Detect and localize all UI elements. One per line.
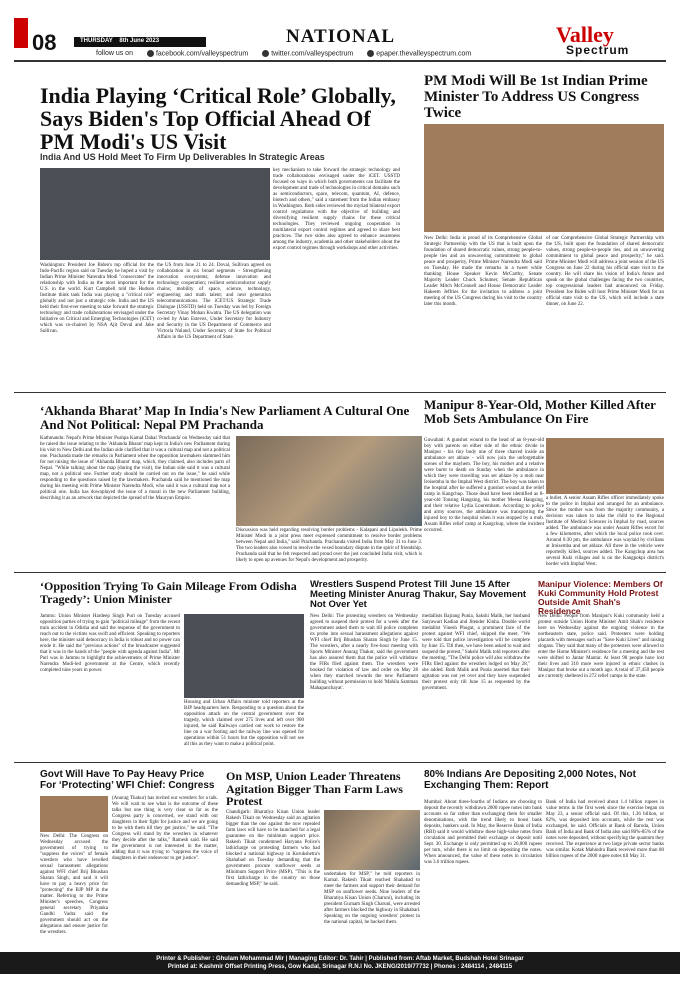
epaper-link[interactable]: epaper.thevalleyspectrum.com	[367, 50, 471, 57]
facebook-link[interactable]: facebook.com/valleyspectrum	[147, 50, 248, 57]
a8-col2: (Anurag Thakur) has invited our wrestlers for a talk. We will wait to see what is the outcome of these talks but one thing is very clear so far as the Congress party is concerned, we stand with our daughters in their fight for justice and we are going to be with them till they get justice," he said. "The Congress will stand by the wrestlers in whatever they decide after the talks," Ramesh said. He said the government is not interested in the matter, adding that it was trying to "suppress the voice of daughters in their endeavour to get justice".	[112, 796, 218, 861]
rule-1	[14, 392, 666, 393]
a1-headline: India Playing ‘Critical Role’ Globally, Says Biden's Top Official Ahead Of PM Modi's US Visit	[40, 83, 396, 155]
a6-col2: medallists Bajrang Punia, Sakshi Malik, her husband Satyawart Kadian and Jitender Kinha. Double world medallist Vinesh Phogat, a prominent face of the protest against WFI chief, skipped the meet. "We were told that police investigation will be complete by June 15. Till then, we have been asked to wait and suspend the protest," Sakshi Malik told reporters after the meeting. "The Delhi police will also withdraw the FIRs filed against the wrestlers lodged on May 28," she added. Both Malik and Punia asserted that their agitation was not yet over and they have suspended their protest only till June 15 as requested by the government.	[422, 614, 530, 691]
a2-col1: New Delhi: India is proud of its Comprehensive Global Strategic Partnership with the US that is built upon the foundation of shared democratic values, strong people-to-people ties and an unwavering commitment to global peace and prosperity, Prime Minister Narendra Modi said on Tuesday. He made the remarks in a tweet while thanking House Speaker Kevin McCarthy, Senate Majority Leader Chuck Schumer, Senate Republican Leader Mitch McConnell and House Democratic Leader Hakeem Jeffries for the invitation to address a joint meeting of the US Congress during his visit to the country later this month.	[424, 236, 542, 307]
a3-col1: Kathmandu: Nepal's Prime Minister Pushpa Kamal Dahal 'Prachanda' on Wednesday said that he raised the issue relating to the 'Akhanda Bharat' map kept in India's new Parliament during his visit to New Delhi and the Indian side clarified that it was a cultural map and not a political one. Prachanda made the remarks in Parliament when the opposition lawmakers slammed him for not raising the issue of 'Akhanda Bharat' map, which, they claimed, also includes parts of Nepal. "While talking about the map (during the visit), the Indian side said it was a cultural map, not a political one. Further study should be carried out on the issue," he said while responding to the questions raised by the lawmakers. Prachanda said he mentioned the map during his meeting with Prime Minister Narendra Modi, who said it was a cultural map not a political one. India has downplayed the issue of a mural in the new Parliament building, describing it as an artwork that depicted the spread of the Mauryan Empire.	[40, 436, 230, 501]
page-edge-marker	[14, 18, 28, 48]
section-title: NATIONAL	[286, 26, 395, 47]
a4-col1: Guwahati: A gunshot wound to the head of an 8-year-old boy with parents on either side of the ethnic divide in Manipur - his tiny body one of three charred inside an ambulance set ablaze - will now join the unforgettable scenes of the mayhem. The boy, his mother and a relative were burnt to death on Sunday when the ambulance in which they were travelling was set ablaze by a mob near Iroisemba in the Imphal West district. The boy was taken to the hospital after he suffered a gunshot wound at the relief camp in Kangchup. Those dead have been identified as 8-year-old Tonsing Hangsing, his mother Meena Hangsing, and their relative Lydia Lourembam. According to police and army sources, the ambulance was transporting the injured boy to the hospital when it was stopped by a mob. Assam Rifles relief camp at Kangchup, where the incident occurred.	[424, 438, 544, 533]
a9-headline: On MSP, Union Leader Threatens Agitation Bigger Than Farm Laws Protest	[226, 769, 403, 809]
a1-col3: key mechanism to take forward the strategic technology and trade collaborations envisaged under the iCET. USSTD focused on ways in which both governments can facilitate the development and trade of technologies in critical domains such as semiconductors, space, telecom, quantum, AI, defence, biotech and others," said a statement from the Indian embassy in Washington. Both sides reviewed the myriad bilateral export control regulations with the objective of building and diversifying resilient supply chains for these critical technologies. They reviewed ongoing cooperation in multilateral export control regimes and agreed to share best practices. The two sides also agreed to enhance awareness among the industry, academia and other stakeholders about the export control regimes through workshops and other activities.	[273, 168, 400, 251]
a4-photo	[546, 438, 664, 494]
a4-col2: a bullet. A senior Assam Rifles officer immediately spoke to the police in Imphal and arranged for an ambulance. Since the mother was from the majority community, a decision was taken to take the child to the Regional Institute of Medical Sciences in Imphal by road, sources added. The ambulance was under Assam Rifles escort for a few kilometres, after which the local police took over. Around 6:30 pm, the ambulance was waylaid by civilians at Iroisemba and set ablaze. All three in the vehicle were reportedly killed, sources added. The Kangchup area has several Kuki villages and is on the Kangpokpi district's border with Imphal West.	[546, 496, 664, 567]
a5-col1: Jammu: Union Minister Hardeep Singh Puri on Tuesday accused opposition parties of trying to gain "political mileage" from the recent train accident in Odisha and said the response of the government to reach out to the victims was swift and efficient. Speaking to reporters here, the minister said democracy in India is robust and no power can erode it. He said the "previous actions" of the broadcaster suggested that it was in the hands of the "people with agenda against India". Mr Puri was in Jammu to highlight the achievements of Prime Minister Narendra Modi-led government at the Centre, which recently completed nine years in power.	[40, 614, 180, 673]
rule-3	[14, 762, 666, 763]
a4-headline: Manipur 8-Year-Old, Mother Killed After Mob Sets Ambulance On Fire	[424, 397, 656, 426]
social-bar	[96, 50, 471, 57]
a10-col2: Bank of India had received about 1.4 billion rupees in value terms in the first week since the exercise began on May 23, a senior official said. Of this, 1.36 billion, or 82%, was deposited into accounts, while the rest was exchanged, he said. Officials at Bank of Baroda, Union Bank of India and Bank of India also said 80%-85% of the notes were deposited, without specifying the quantum they received. The experience at two large private sector banks was similar. Kotak Mahindra Bank received more than 80 billion rupees of the 2000 rupee notes till May 31.	[546, 800, 664, 859]
a6-col1: New Delhi: The protesting wrestlers on Wednesday agreed to suspend their protest for a week after the government asked them to wait till police completes its probe into sexual harassment allegations against WFI chief Brij Bhushan Sharan Singh by June 15. The wrestlers, after a nearly five-hour meeting with Sports Minister Anurag Thakur, said the government has also assured them that the police will withdraw the FIRs filed against them. The wrestlers were booked for violation of law and order on May 28 when they marched towards the new Parliament building without permission to hold 'Mahila Samman Mahapanchayat'.	[310, 614, 418, 691]
twitter-icon	[262, 50, 269, 57]
a3-headline: ‘Akhanda Bharat’ Map In India's New Parliament A Cultural One And Not Political: Nepal PM Prachanda	[40, 403, 410, 432]
a8-col1: New Delhi: The Congress on Wednesday accused the government of trying to "suppress the voices" of female wrestlers who have levelled sexual harassment allegations against WFI chief Brij Bhushan Sharan Singh, and said it will have to pay a heavy price for "protecting" the BJP MP in the matter. Referring to the Prime Minister's speeches, Congress general secretary Priyanka Gandhi Vadra said the government should act on the allegations and ensure justice for the wrestlers.	[40, 834, 108, 935]
imprint-line-2: Printed at: Kashmir Offset Printing Press, Gow Kadal, Srinagar R.N.I No. JKENG/2019/77732 | Phones : 2484114 , 2484115	[167, 964, 513, 970]
a1-col2: the US from June 21 to 24. Doval, Sullivan agreed on collaboration in six broad segments - Strengthening innovation ecosystems; defense innovation and technology cooperation; resilient semiconductor supply chains; mobility of space, science, technology, engineering and math talent; and next generation telecommunications. The iCET/US Strategic Trade Dialogue (USSTD) held on Tuesday was led by Foreign Secretary Vinay Mohan Kwatra. The US delegation was co-led by Alan Estevez, Under Secretary for Industry and Security in the US Department of Commerce and Victoria Nuland, Under Secretary of State for Political Affairs in the US Department of State.	[157, 263, 271, 340]
logo	[556, 22, 629, 57]
a5-headline: ‘Opposition Trying To Gain Mileage From Odisha Tragedy’: Union Minister	[40, 579, 297, 606]
a8-headline: Govt Will Have To Pay Heavy Price For ‘Protecting’ WFI Chief: Congress	[40, 769, 215, 791]
facebook-icon	[147, 50, 154, 57]
a1-photo	[40, 168, 270, 260]
logo-main: Valley	[556, 22, 614, 47]
a2-col2: of our Comprehensive Global Strategic Partnership with the US, built upon the foundation of shared democratic values, strong people-to-people ties, and an unwavering commitment to global peace and prosperity," he said. Prime Minister Modi will address a joint session of the US Congress on June 22 during his official state visit to the country. He will share his vision of India's future and speak on the global challenges facing the two countries, top congressional leaders had announced on Friday. President Joe Biden will host Prime Minister Modi for an official state visit to the US, which will include a state dinner, on June 22.	[546, 236, 664, 307]
a8-photo	[40, 796, 108, 832]
date-bar	[74, 37, 206, 47]
rule-2	[14, 572, 666, 573]
imprint-line-1: Printer & Publisher : Ghulam Mohammad Mir | Managing Editor: Dr. Tahir | Published from: Aftab Market, Budshah Hotel Srinagar	[156, 956, 524, 962]
a7-headline: Manipur Violence: Members Of Kuki Community Hold Protest Outside Amit Shah's Residence	[538, 579, 663, 616]
a3-photo	[236, 436, 422, 526]
page-number: 08	[32, 30, 57, 55]
a1-col1: Washington: President Joe Biden's top official for the Indo-Pacific region said on Tuesday he hoped a visit by Indian Prime Minister Narendra Modi "consecrates" the relationship with India as the most important for the U.S. in the world. Kurt Campbell told the Hudson Institute think tank India was playing a "critical role" globally and not just a strategic role. India and the US held their first-ever meeting to take forward the strategic technology and trade collaborations envisaged under the Initiative on Critical and Emerging Technologies (iCET) which was co-chaired by NSA Ajit Doval and Jake Sullivan.	[40, 263, 154, 334]
masthead-rule	[14, 60, 666, 62]
a9-col2: undertaken for MSP," he told reporters in Karnal. Rakesh Tikait reached Shahabad to meet the farmers and support their demand for MSP on sunflower seeds. Nine leaders of the Bharatiya Kisan Union (Charuni), including its president Gurnam Singh Charuni, were arrested after farmers blocked the highway in Shahabad. Speaking on the ongoing wrestlers' protest in the national capital, he backed them.	[324, 872, 420, 925]
a5-photo	[184, 614, 304, 698]
a10-headline: 80% Indians Are Depositing 2,000 Notes, Not Exchanging Them: Report	[424, 769, 636, 791]
day: THURSDAY	[80, 38, 113, 44]
a9-photo	[324, 810, 420, 870]
a7-col1: New Delhi: People from Manipur's Kuki community held a protest outside Union Home Minister Amit Shah's residence here on Wednesday against the ongoing violence in the northeastern state, police said. Protesters were holding placards with messages such as "Save Kuki Lives" and raising slogans. They said that many of the protesters were allowed to enter the Home Minister's residence for a meeting and the rest were shifted to Jantar Mantar. At least 98 people have lost their lives and 310 more were injured in ethnic clashes in Manipur that broke out a month ago. A total of 37,450 people are currently sheltered in 272 relief camps in the state.	[538, 614, 664, 679]
a9-col1: Chandigarh: Bharatiya Kisan Union leader Rakesh Tikait on Wednesday said an agitation bigger than the one against the now repealed farm laws will have to be launched for a legal guarantee on the minimum support price. Rakesh Tikait condemned Haryana Police's lathicharge on protesting farmers who had blocked a national highway in Kurukshetra's Shahabad on Tuesday demanding that the government procure sunflower seeds at Minimum Support Price (MSP). "This is the first lathicharge in the country on those demanding MSP," he said.	[226, 810, 320, 887]
follow-label: follow us on	[96, 50, 133, 57]
a6-headline: Wrestlers Suspend Protest Till June 15 After Meeting Minister Anurag Thakur, Say Movement Not Over Yet	[310, 579, 527, 610]
twitter-link[interactable]: twitter.com/valleyspectrum	[262, 50, 353, 57]
imprint-footer	[0, 952, 680, 974]
a2-photo	[424, 124, 664, 232]
globe-icon	[367, 50, 374, 57]
a2-headline: PM Modi Will Be 1st Indian Prime Minister To Address US Congress Twice	[424, 73, 648, 121]
a5-col2: Housing and Urban Affairs minister told reporters at the BJP headquarters here. Responding to a question about the opposition attack on the central government over the tragedy, which claimed over 275 lives and left over 900 injured, he said Railways carried out work to restore the line on a war footing and the railway line was opened for operations within 51 hours but the opposition will not see all this as they want to make a political point.	[184, 700, 304, 747]
a10-col1: Mumbai: About three-fourths of Indians are choosing to deposit the recently withdrawn 2000 rupee notes into bank accounts so far rather than exchanging them for smaller denominations, with the trend likely to boost bank deposits, bankers said. In May, the Reserve Bank of India (RBI) said it would withdraw these high-value notes from circulation and permitted their exchange or deposit until Sept. 30. Exchange is only permitted up to 20,000 rupees per turn, while there is no limit on depositing the notes. When announced, the value of these notes in circulation was 3.6 trillion rupees.	[424, 800, 542, 865]
a1-subhead: India And US Hold Meet To Firm Up Deliverables In Strategic Areas	[40, 152, 325, 162]
a3-col2: Discussion was held regarding resolving border problems - Kalapani and Lipulekh. Prime Minister Modi in a joint press meet expressed commitment to resolve border problems between Nepal and India," said Prachanda. Prachanda visited India from May 31 to June 3. The two leaders also vowed to resolve the vexed boundary dispute in the spirit of friendship. Prachanda said that he felt respected and proud over the just concluded India visit, which is likely to open up avenues for Nepal's development and prosperity.	[236, 528, 422, 563]
date: 8th June 2023	[119, 38, 160, 44]
logo-sub: Spectrum	[566, 43, 630, 57]
